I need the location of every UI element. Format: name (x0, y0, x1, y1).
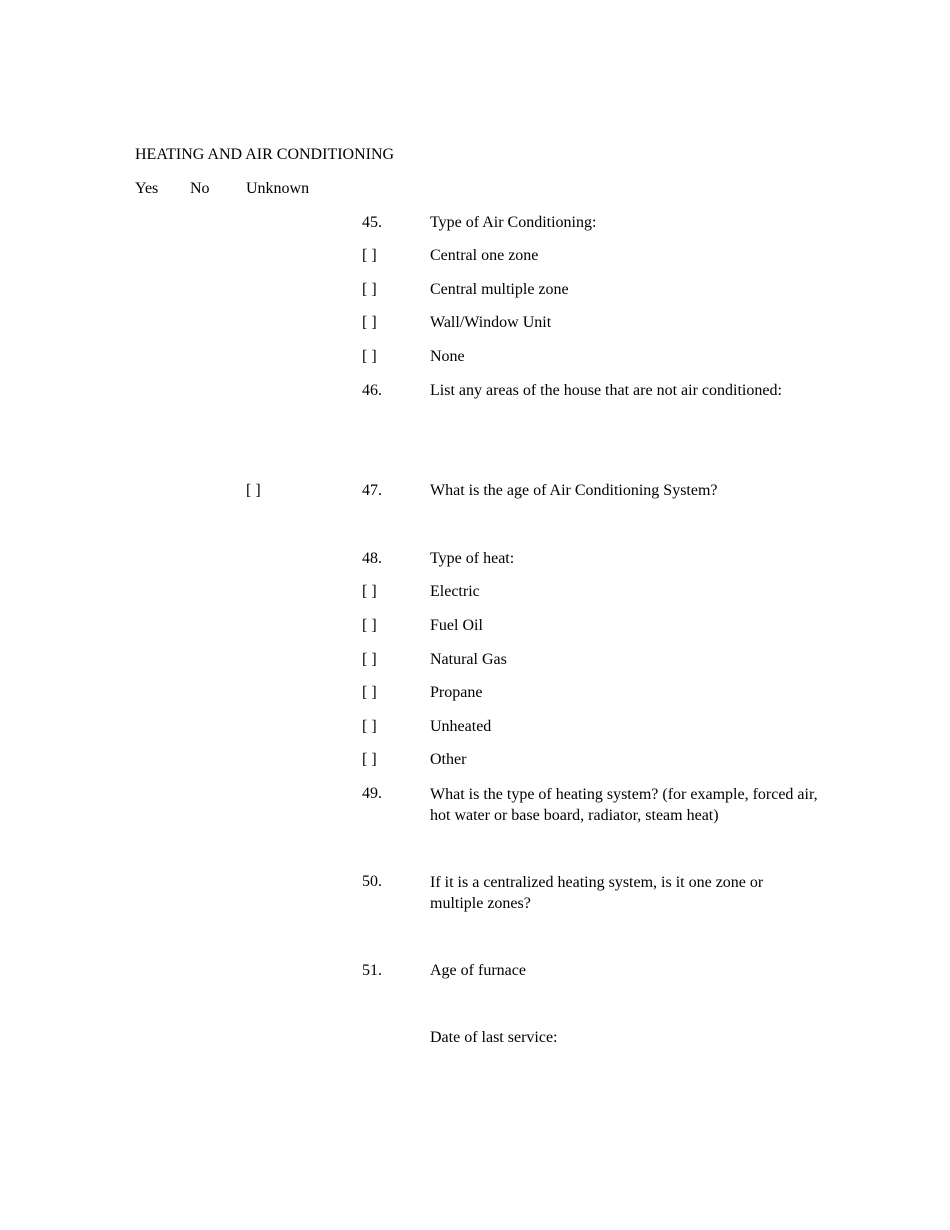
question-number-49: 49. (362, 785, 382, 802)
last-service-label: Date of last service: (430, 1029, 558, 1046)
question-text-51: Age of furnace (430, 962, 526, 979)
checkbox-central-one-zone[interactable]: [ ] (362, 247, 377, 264)
question-number-51: 51. (362, 962, 382, 979)
checkbox-ac-age-unknown[interactable]: [ ] (246, 482, 261, 499)
checkbox-heat-propane[interactable]: [ ] (362, 684, 377, 701)
option-label-heat-propane: Propane (430, 684, 483, 701)
question-text-50: If it is a centralized heating system, is it one zone or multiple zones? (430, 874, 764, 912)
option-label-heat-unheated: Unheated (430, 718, 492, 735)
question-number-50: 50. (362, 873, 382, 890)
option-label-central-multiple-zone: Central multiple zone (430, 281, 569, 298)
checkbox-heat-fuel-oil[interactable]: [ ] (362, 617, 377, 634)
question-text-45: Type of Air Conditioning: (430, 214, 597, 231)
question-number-47: 47. (362, 482, 382, 499)
question-text-48: Type of heat: (430, 550, 515, 567)
checkbox-wall-window-unit[interactable]: [ ] (362, 314, 377, 331)
checkbox-heat-electric[interactable]: [ ] (362, 583, 377, 600)
checkbox-heat-other[interactable]: [ ] (362, 751, 377, 768)
option-label-central-one-zone: Central one zone (430, 247, 539, 264)
option-label-heat-natural-gas: Natural Gas (430, 651, 507, 668)
checkbox-central-multiple-zone[interactable]: [ ] (362, 281, 377, 298)
column-header-unknown: Unknown (246, 180, 310, 197)
question-number-45: 45. (362, 214, 382, 231)
question-text-46: List any areas of the house that are not air conditioned: (430, 382, 782, 399)
checkbox-heat-unheated[interactable]: [ ] (362, 718, 377, 735)
column-header-yes: Yes (135, 180, 159, 197)
option-label-heat-fuel-oil: Fuel Oil (430, 617, 483, 634)
option-label-ac-none: None (430, 348, 465, 365)
checkbox-heat-natural-gas[interactable]: [ ] (362, 651, 377, 668)
question-number-46: 46. (362, 382, 382, 399)
option-label-heat-electric: Electric (430, 583, 480, 600)
question-text-47: What is the age of Air Conditioning System? (430, 482, 718, 499)
option-label-wall-window-unit: Wall/Window Unit (430, 314, 552, 331)
question-number-48: 48. (362, 550, 382, 567)
question-text-49: What is the type of heating system? (for example, forced air, hot water or base board, radiator, steam heat) (430, 786, 818, 824)
column-header-no: No (190, 180, 210, 197)
option-label-heat-other: Other (430, 751, 467, 768)
section-title: HEATING AND AIR CONDITIONING (135, 146, 395, 163)
checkbox-ac-none[interactable]: [ ] (362, 348, 377, 365)
